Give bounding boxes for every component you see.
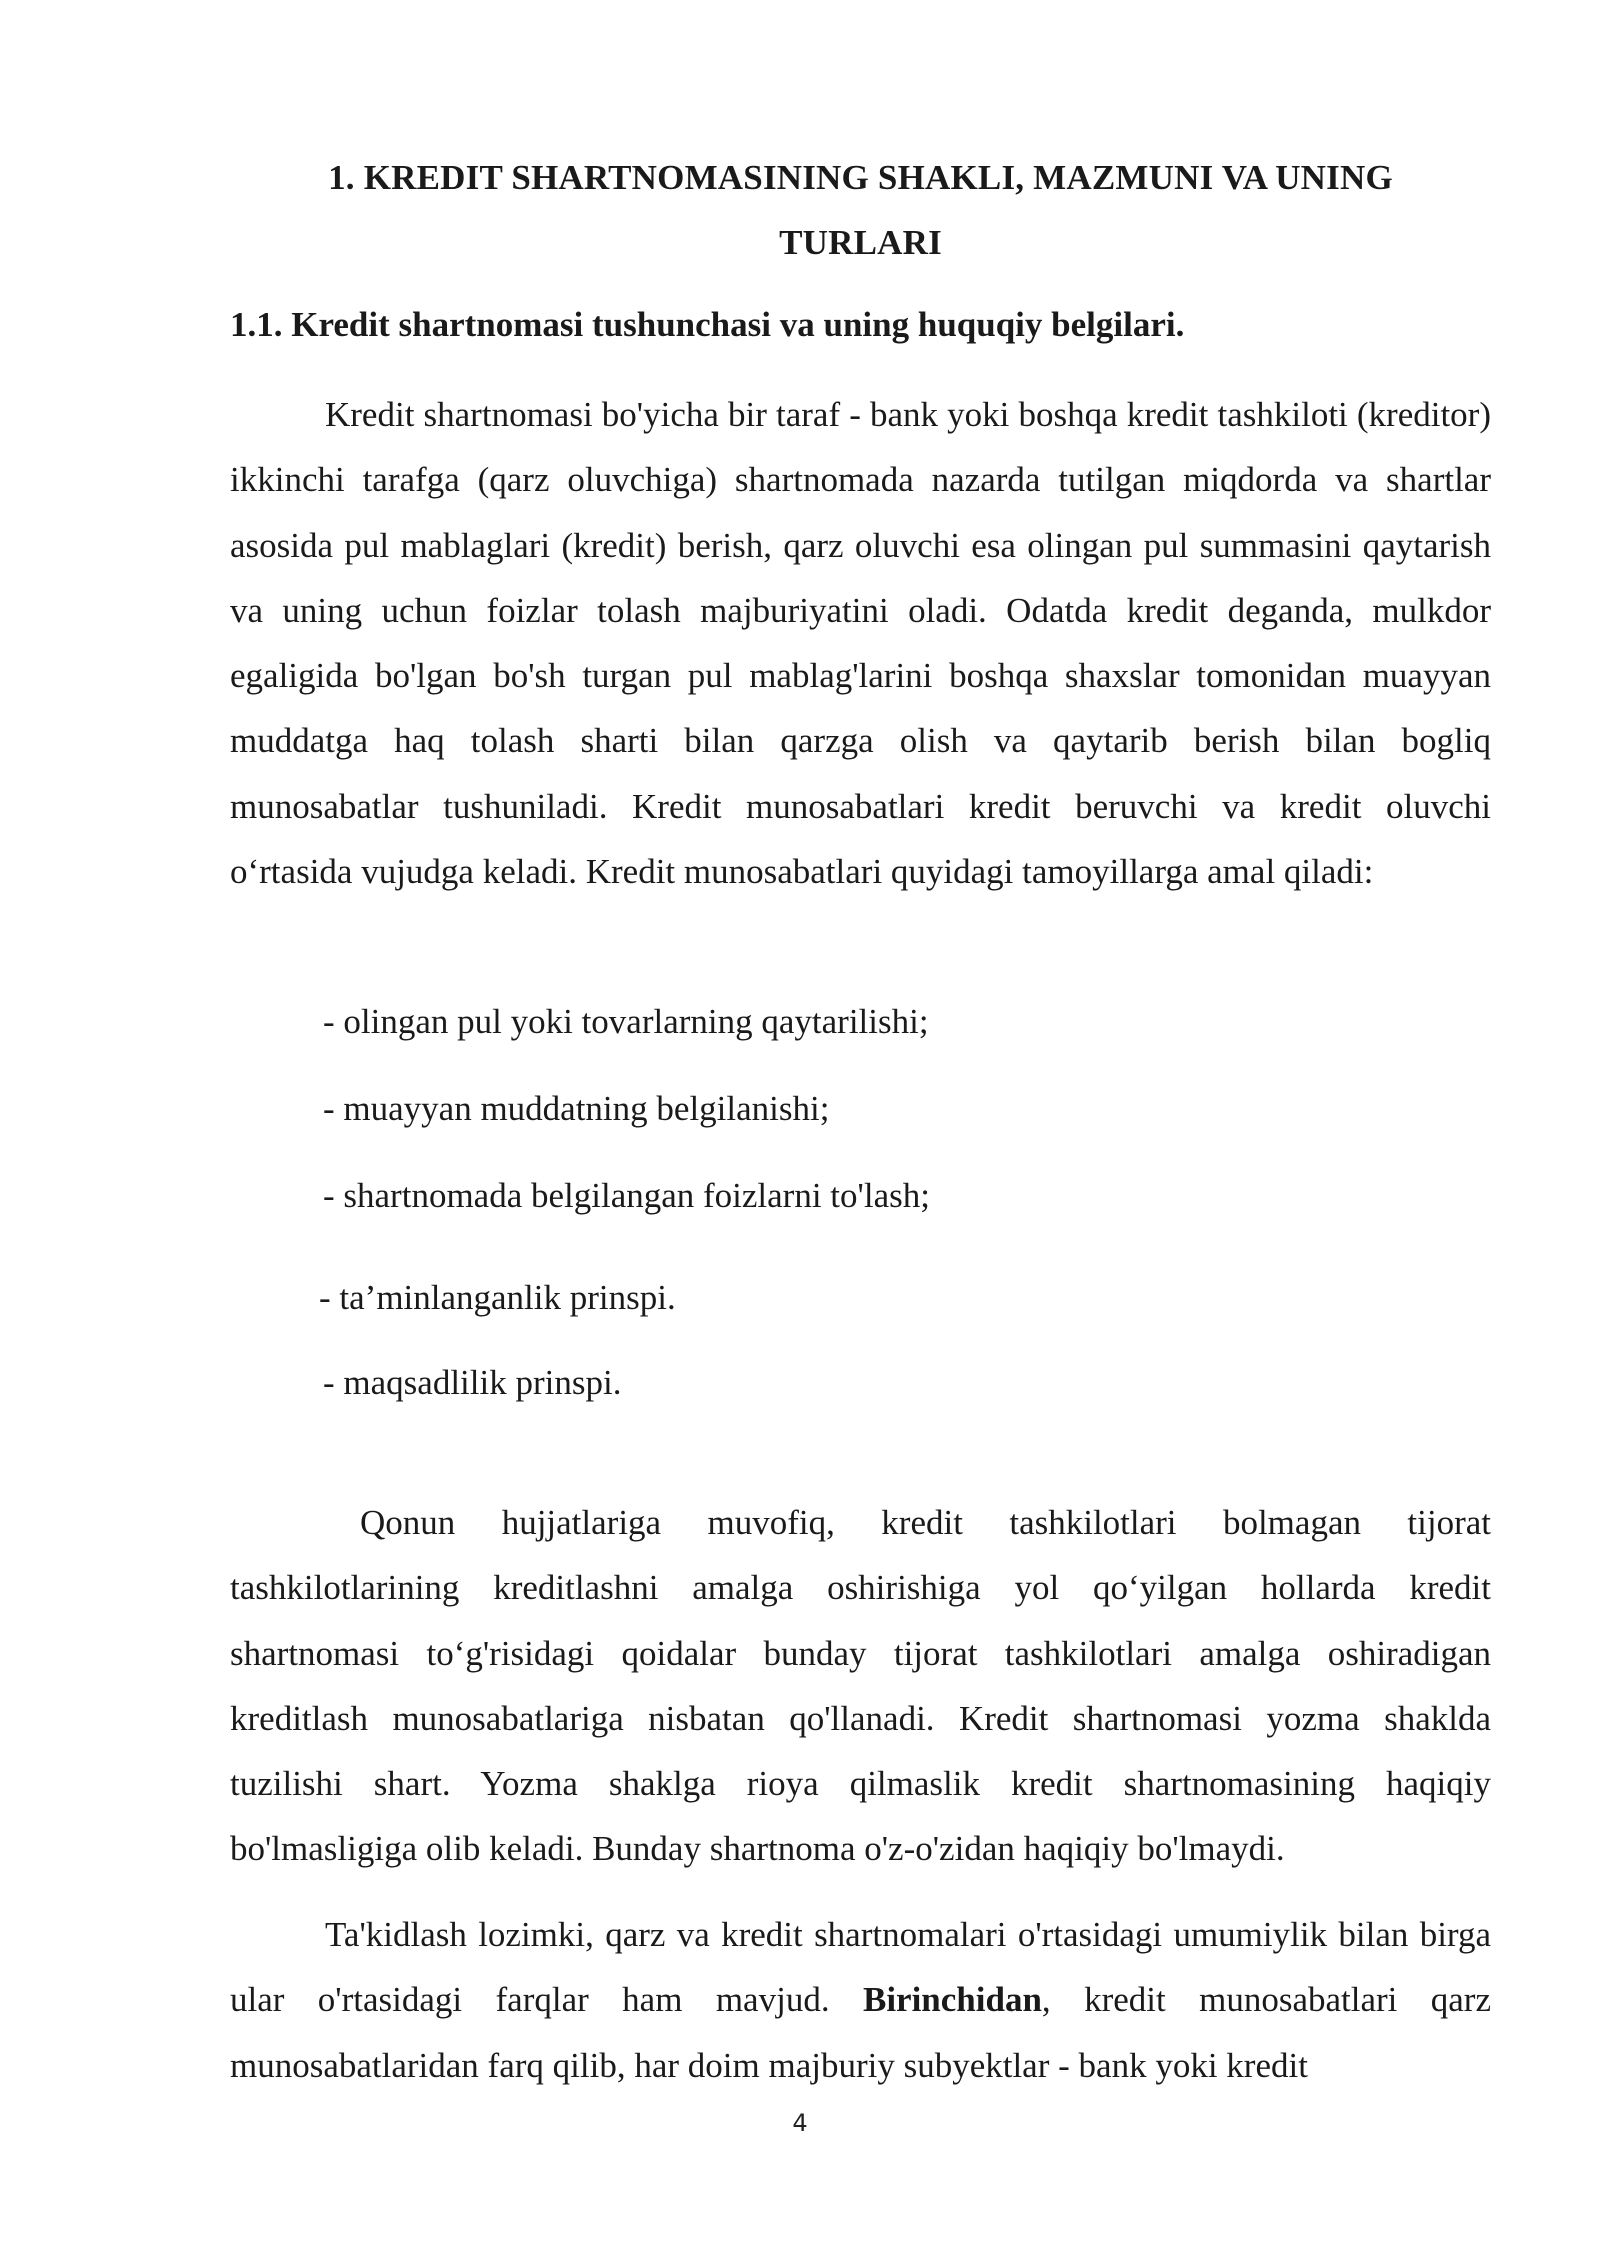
chapter-heading-line-2: TURLARI	[779, 223, 942, 262]
page-number: 4	[792, 2109, 808, 2137]
paragraph-3	[230, 1902, 1491, 2098]
paragraph-3-bold-term: Birinchidan	[862, 1980, 1042, 2020]
list-item-1: - olingan pul yoki tovarlarning qaytarilishi;	[323, 1002, 929, 1041]
paragraph-1: Kredit shartnomasi bo'yicha bir taraf - bank yoki boshqa kredit tashkiloti (kreditor) ikkinchi tarafga (qarz oluvchiga) shartnomada nazarda tutilgan miqdorda va shartlar asosida pul mablaglari (kredit) berish, qarz oluvchi esa olingan pul summasini qaytarish va uning uchun foizlar tolash majburiyatini oladi. Odatda kredit deganda, mulkdor egaligida bo'lgan bo'sh turgan pul mablag'larini boshqa shaxslar tomonidan muayyan muddatga haq tolash sharti bilan qarzga olish va qaytarib berish bilan bogliq munosabatlar tushuniladi. Kredit munosabatlari kredit beruvchi va kredit oluvchi oʻrtasida vujudga keladi. Kredit munosabatlari quyidagi tamoyillarga amal qiladi:	[230, 395, 1491, 892]
list-item-5: - maqsadlilik prinspi.	[323, 1363, 622, 1402]
paragraph-3-text-start: Ta'kidlash lozimki, qarz va kredit shartnomalari o'rtasidagi umumiylik bilan birga ular o'rtasidagi farqlar ham mavjud.	[230, 1915, 1491, 2020]
list-item-2: - muayyan muddatning belgilanishi;	[323, 1089, 830, 1128]
list-item-3: - shartnomada belgilangan foizlarni to'lash;	[323, 1176, 930, 1215]
chapter-heading-line-1: 1. KREDIT SHARTNOMASINING SHAKLI, MAZMUNI VA UNING	[328, 158, 1393, 197]
section-heading: 1.1. Kredit shartnomasi tushunchasi va uning huquqiy belgilari.	[230, 305, 1185, 344]
list-item-4: - ta’minlanganlik prinspi.	[319, 1278, 676, 1317]
paragraph-3-text-end: , kredit munosabatlari qarz munosabatlaridan farq qilib, har doim majburiy subyektlar - bank yoki kredit	[230, 1980, 1491, 2085]
paragraph-2: Qonun hujjatlariga muvofiq, kredit tashkilotlari bolmagan tijorat tashkilotlarining kreditlashni amalga oshirishiga yol qoʻyilgan hollarda kredit shartnomasi toʻg'risidagi qoidalar bunday tijorat tashkilotlari amalga oshiradigan kreditlash munosabatlariga nisbatan qo'llanadi. Kredit shartnomasi yozma shaklda tuzilishi shart. Yozma shaklga rioya qilmaslik kredit shartnomasining haqiqiy bo'lmasligiga olib keladi. Bunday shartnoma o'z-o'zidan haqiqiy bo'lmaydi.	[230, 1503, 1491, 1869]
